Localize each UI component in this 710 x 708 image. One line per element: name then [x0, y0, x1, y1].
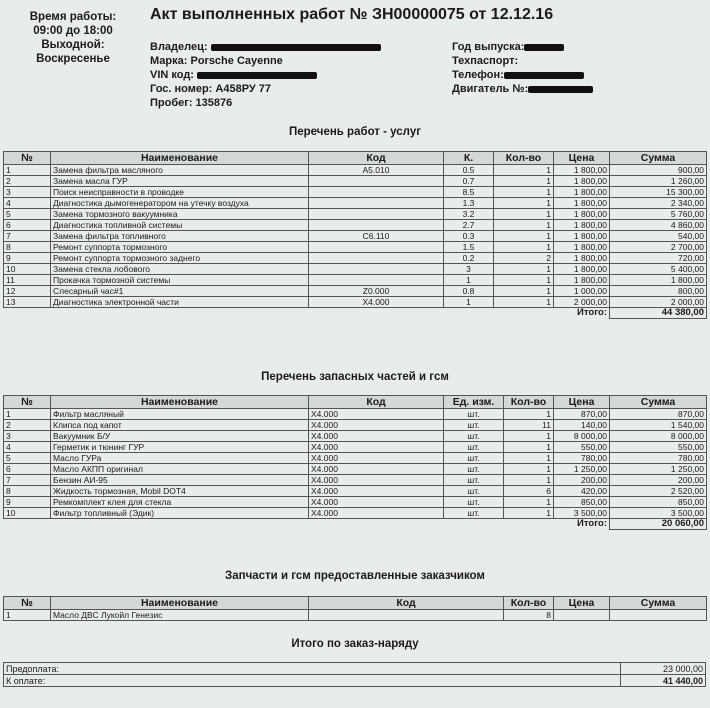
part-cell: 9	[4, 497, 51, 508]
work-cell: 2 700,00	[610, 242, 707, 253]
customer-header-row	[4, 597, 707, 610]
work-cell: 1 800,00	[554, 198, 610, 209]
work-cell	[309, 242, 444, 253]
work-cell: 1 800,00	[554, 242, 610, 253]
part-cell: 3	[4, 431, 51, 442]
work-row	[4, 187, 707, 198]
part-cell: 5	[4, 453, 51, 464]
work-cell: 1.3	[444, 198, 494, 209]
work-cell: 1	[494, 176, 554, 187]
col-sum: Сумма	[610, 396, 707, 409]
part-cell: 550,00	[610, 442, 707, 453]
work-cell: 0.2	[444, 253, 494, 264]
work-row	[4, 297, 707, 308]
work-cell: 3	[4, 187, 51, 198]
prepayment-label: Предоплата:	[4, 663, 621, 675]
work-cell: Диагностика электронной части	[51, 297, 309, 308]
work-cell: 720,00	[610, 253, 707, 264]
part-cell: 780,00	[554, 453, 610, 464]
work-cell: 1 800,00	[554, 176, 610, 187]
part-cell: 8 000,00	[610, 431, 707, 442]
work-cell: 4	[4, 198, 51, 209]
prepayment-row	[4, 663, 706, 675]
part-cell: Клипса под капот	[51, 420, 309, 431]
parts-total-label: Итого:	[577, 518, 607, 530]
part-cell: 1	[4, 409, 51, 420]
work-cell: 3.2	[444, 209, 494, 220]
part-cell: Фильтр масляный	[51, 409, 309, 420]
work-row	[4, 286, 707, 297]
year-label: Год выпуска:	[452, 41, 525, 53]
part-cell: 1	[504, 497, 554, 508]
part-cell: 200,00	[554, 475, 610, 486]
work-cell: 1 800,00	[554, 187, 610, 198]
work-cell: 540,00	[610, 231, 707, 242]
part-cell: 550,00	[554, 442, 610, 453]
works-table	[3, 151, 707, 319]
col-qty: Кол-во	[504, 396, 554, 409]
work-cell: А5.010	[309, 165, 444, 176]
work-cell: 2 000,00	[554, 297, 610, 308]
work-cell	[309, 176, 444, 187]
part-row	[4, 453, 707, 464]
work-cell: 1	[494, 165, 554, 176]
work-cell: 900,00	[610, 165, 707, 176]
work-cell: 2.7	[444, 220, 494, 231]
part-row	[4, 409, 707, 420]
customer-part-cell	[309, 610, 504, 621]
work-cell: 1 800,00	[554, 220, 610, 231]
parts-rows	[4, 409, 707, 519]
col-name: Наименование	[51, 152, 309, 165]
part-cell: 1	[504, 409, 554, 420]
work-cell	[309, 264, 444, 275]
part-row	[4, 508, 707, 519]
part-cell: Х4.000	[309, 497, 444, 508]
part-cell: 8	[4, 486, 51, 497]
work-row	[4, 176, 707, 187]
work-cell	[309, 187, 444, 198]
col-code: Код	[309, 396, 444, 409]
part-cell: 850,00	[610, 497, 707, 508]
work-cell: 10	[4, 264, 51, 275]
work-row	[4, 275, 707, 286]
work-row	[4, 209, 707, 220]
part-row	[4, 420, 707, 431]
redaction	[197, 72, 317, 79]
work-cell: Поиск неисправности в проводке	[51, 187, 309, 198]
col-unit: Ед. изм.	[444, 396, 504, 409]
part-cell: 3 500,00	[554, 508, 610, 519]
part-cell: Ремкомплект клея для стекла	[51, 497, 309, 508]
vin-label: VIN код:	[150, 69, 194, 81]
customer-parts-heading: Запчасти и гсм предоставленные заказчиком	[225, 570, 485, 582]
work-cell: Замена тормозного вакуумника	[51, 209, 309, 220]
part-cell: 870,00	[554, 409, 610, 420]
part-cell: Х4.000	[309, 409, 444, 420]
part-cell: 7	[4, 475, 51, 486]
license-plate: Гос. номер: А458РУ 77	[150, 83, 272, 95]
work-cell: 1 800,00	[554, 209, 610, 220]
part-cell: 6	[504, 486, 554, 497]
work-cell: 2 340,00	[610, 198, 707, 209]
part-cell: 870,00	[610, 409, 707, 420]
work-cell: 1	[494, 264, 554, 275]
part-cell: шт.	[444, 453, 504, 464]
redaction	[528, 86, 593, 93]
work-cell: 1 800,00	[554, 165, 610, 176]
part-cell: 420,00	[554, 486, 610, 497]
redaction	[524, 44, 564, 51]
part-cell: шт.	[444, 497, 504, 508]
work-cell: 1	[494, 220, 554, 231]
work-cell: 1	[494, 297, 554, 308]
customer-part-cell	[554, 610, 610, 621]
work-cell: 9	[4, 253, 51, 264]
part-cell: Жидкость тормозная, Mobil DOT4	[51, 486, 309, 497]
works-total-value: 44 380,00	[610, 308, 707, 319]
work-cell: 1 000,00	[554, 286, 610, 297]
part-cell: Х4.000	[309, 442, 444, 453]
work-row	[4, 165, 707, 176]
parts-total-value: 20 060,00	[610, 519, 707, 530]
work-cell: 1 800,00	[554, 253, 610, 264]
vehicle-info-right	[452, 40, 593, 96]
work-cell: 8.5	[444, 187, 494, 198]
work-cell: 1	[494, 198, 554, 209]
work-cell: Ремонт суппорта тормозного	[51, 242, 309, 253]
car-model: Марка: Porsche Cayenne	[150, 55, 283, 67]
part-cell: шт.	[444, 464, 504, 475]
summary-heading: Итого по заказ-наряду	[291, 638, 419, 650]
work-cell: Замена фильтра топливного	[51, 231, 309, 242]
part-cell: 1 540,00	[610, 420, 707, 431]
hours-label: Время работы:	[29, 11, 117, 23]
part-row	[4, 475, 707, 486]
customer-part-cell	[610, 610, 707, 621]
part-cell: Герметик и тюнинг ГУР	[51, 442, 309, 453]
parts-table	[3, 395, 707, 530]
work-cell: 1 800,00	[610, 275, 707, 286]
part-cell: Бензин АИ-95	[51, 475, 309, 486]
part-row	[4, 486, 707, 497]
part-cell: Х4.000	[309, 486, 444, 497]
engine-label: Двигатель №:	[452, 83, 529, 95]
to-pay-label: К оплате:	[4, 675, 621, 687]
part-cell: 1 250,00	[554, 464, 610, 475]
part-cell: шт.	[444, 409, 504, 420]
work-cell: 11	[4, 275, 51, 286]
to-pay-row	[4, 675, 706, 687]
part-cell: шт.	[444, 431, 504, 442]
part-cell: 2 520,00	[610, 486, 707, 497]
work-row	[4, 242, 707, 253]
col-qty: Кол-во	[494, 152, 554, 165]
part-cell: шт.	[444, 508, 504, 519]
dayoff-label: Выходной:	[41, 39, 105, 51]
work-cell: 1.5	[444, 242, 494, 253]
work-cell: 1	[444, 297, 494, 308]
work-cell: 1	[4, 165, 51, 176]
part-cell: 140,00	[554, 420, 610, 431]
customer-part-cell: 8	[504, 610, 554, 621]
part-cell: шт.	[444, 475, 504, 486]
work-cell: 5 760,00	[610, 209, 707, 220]
part-cell: 3 500,00	[610, 508, 707, 519]
work-cell: 0.7	[444, 176, 494, 187]
work-cell: Прокачка тормозной системы	[51, 275, 309, 286]
work-cell: 800,00	[610, 286, 707, 297]
col-price: Цена	[554, 597, 610, 610]
part-cell: 1	[504, 475, 554, 486]
part-cell: 780,00	[610, 453, 707, 464]
work-cell: 7	[4, 231, 51, 242]
col-code: Код	[309, 152, 444, 165]
part-cell: 1	[504, 464, 554, 475]
work-cell: 1	[494, 231, 554, 242]
vehicle-info-left	[150, 40, 381, 110]
work-cell: Замена масла ГУР	[51, 176, 309, 187]
parts-header-row	[4, 396, 707, 409]
part-cell: шт.	[444, 420, 504, 431]
works-header-row	[4, 152, 707, 165]
parts-total-row	[4, 519, 707, 530]
part-row	[4, 464, 707, 475]
part-row	[4, 497, 707, 508]
part-cell: Вакуумник Б/У	[51, 431, 309, 442]
part-row	[4, 431, 707, 442]
part-cell: 1	[504, 442, 554, 453]
work-cell: Диагностика топливной системы	[51, 220, 309, 231]
work-cell: Х4.000	[309, 297, 444, 308]
customer-part-cell: 1	[4, 610, 51, 621]
work-cell: 1 260,00	[610, 176, 707, 187]
col-name: Наименование	[51, 396, 309, 409]
part-cell: Масло АКПП оригинал	[51, 464, 309, 475]
col-coef: К.	[444, 152, 494, 165]
works-total-row	[4, 308, 707, 319]
col-price: Цена	[554, 152, 610, 165]
mileage: Пробег: 135876	[150, 97, 233, 109]
col-no: №	[4, 152, 51, 165]
customer-part-row	[4, 610, 707, 621]
part-cell: Х4.000	[309, 475, 444, 486]
work-cell: 0.5	[444, 165, 494, 176]
work-cell: 1	[494, 209, 554, 220]
col-price: Цена	[554, 396, 610, 409]
work-cell	[309, 275, 444, 286]
work-cell	[309, 253, 444, 264]
passport-label: Техпаспорт:	[452, 55, 519, 67]
work-cell: Ремонт суппорта тормозного заднего	[51, 253, 309, 264]
customer-rows	[4, 610, 707, 621]
part-cell: Х4.000	[309, 453, 444, 464]
parts-heading: Перечень запасных частей и гсм	[261, 371, 449, 383]
work-row	[4, 220, 707, 231]
part-cell: 200,00	[610, 475, 707, 486]
part-cell: Х4.000	[309, 431, 444, 442]
work-cell: 1	[444, 275, 494, 286]
customer-part-cell: Масло ДВС Лукойл Генезис	[51, 610, 309, 621]
work-cell: 12	[4, 286, 51, 297]
works-heading: Перечень работ - услуг	[288, 126, 422, 138]
work-cell: 5	[4, 209, 51, 220]
work-cell: 1 800,00	[554, 264, 610, 275]
work-cell	[309, 209, 444, 220]
owner-label: Владелец:	[150, 41, 208, 53]
work-cell: 1 800,00	[554, 231, 610, 242]
part-row	[4, 442, 707, 453]
col-sum: Сумма	[610, 597, 707, 610]
part-cell: Х4.000	[309, 420, 444, 431]
col-sum: Сумма	[610, 152, 707, 165]
work-cell	[309, 198, 444, 209]
part-cell: 4	[4, 442, 51, 453]
part-cell: Х4.000	[309, 464, 444, 475]
col-code: Код	[309, 597, 504, 610]
work-cell: 15 300,00	[610, 187, 707, 198]
col-qty: Кол-во	[504, 597, 554, 610]
to-pay-value: 41 440,00	[621, 675, 706, 687]
work-cell: Диагностика дымогенератором на утечку воздуха	[51, 198, 309, 209]
dayoff-value: Воскресенье	[36, 53, 110, 65]
work-cell: 1	[494, 187, 554, 198]
hours-value: 09:00 до 18:00	[33, 25, 113, 37]
work-cell: С6.110	[309, 231, 444, 242]
works-rows	[4, 165, 707, 308]
work-cell: Z0.000	[309, 286, 444, 297]
work-row	[4, 198, 707, 209]
col-name: Наименование	[51, 597, 309, 610]
part-cell: шт.	[444, 486, 504, 497]
document-title: Акт выполненных работ № ЗН00000075 от 12.12.16	[150, 6, 554, 23]
col-no: №	[4, 396, 51, 409]
phone-label: Телефон:	[452, 69, 504, 81]
work-cell: 2	[494, 253, 554, 264]
work-cell: Замена стекла лобового	[51, 264, 309, 275]
work-cell: 4 860,00	[610, 220, 707, 231]
part-cell: Х4.000	[309, 508, 444, 519]
summary-table	[3, 662, 706, 687]
work-cell: 5 400,00	[610, 264, 707, 275]
work-cell: 2	[4, 176, 51, 187]
work-cell: 6	[4, 220, 51, 231]
part-cell: Масло ГУРа	[51, 453, 309, 464]
works-total-label: Итого:	[577, 307, 607, 319]
part-cell: 11	[504, 420, 554, 431]
col-no: №	[4, 597, 51, 610]
work-cell: 8	[4, 242, 51, 253]
work-cell: 2 000,00	[610, 297, 707, 308]
part-cell: 1 250,00	[610, 464, 707, 475]
work-row	[4, 253, 707, 264]
work-cell: 1	[494, 286, 554, 297]
redaction	[211, 44, 381, 51]
work-cell: 1	[494, 242, 554, 253]
work-row	[4, 231, 707, 242]
part-cell: 2	[4, 420, 51, 431]
part-cell: 10	[4, 508, 51, 519]
work-cell: Слесарный час#1	[51, 286, 309, 297]
working-hours	[14, 10, 132, 66]
part-cell: 8 000,00	[554, 431, 610, 442]
prepayment-value: 23 000,00	[621, 663, 706, 675]
part-cell: шт.	[444, 442, 504, 453]
part-cell: 1	[504, 453, 554, 464]
work-cell: 0.3	[444, 231, 494, 242]
part-cell: 6	[4, 464, 51, 475]
customer-parts-table	[3, 596, 707, 621]
work-row	[4, 264, 707, 275]
part-cell: Фильтр топливный (Эдик)	[51, 508, 309, 519]
redaction	[504, 72, 584, 79]
work-cell: Замена фильтра масляного	[51, 165, 309, 176]
work-cell: 13	[4, 297, 51, 308]
work-cell: 1	[494, 275, 554, 286]
work-cell: 1 800,00	[554, 275, 610, 286]
part-cell: 1	[504, 431, 554, 442]
work-cell: 0.8	[444, 286, 494, 297]
work-cell: 3	[444, 264, 494, 275]
part-cell: 1	[504, 508, 554, 519]
part-cell: 850,00	[554, 497, 610, 508]
work-cell	[309, 220, 444, 231]
